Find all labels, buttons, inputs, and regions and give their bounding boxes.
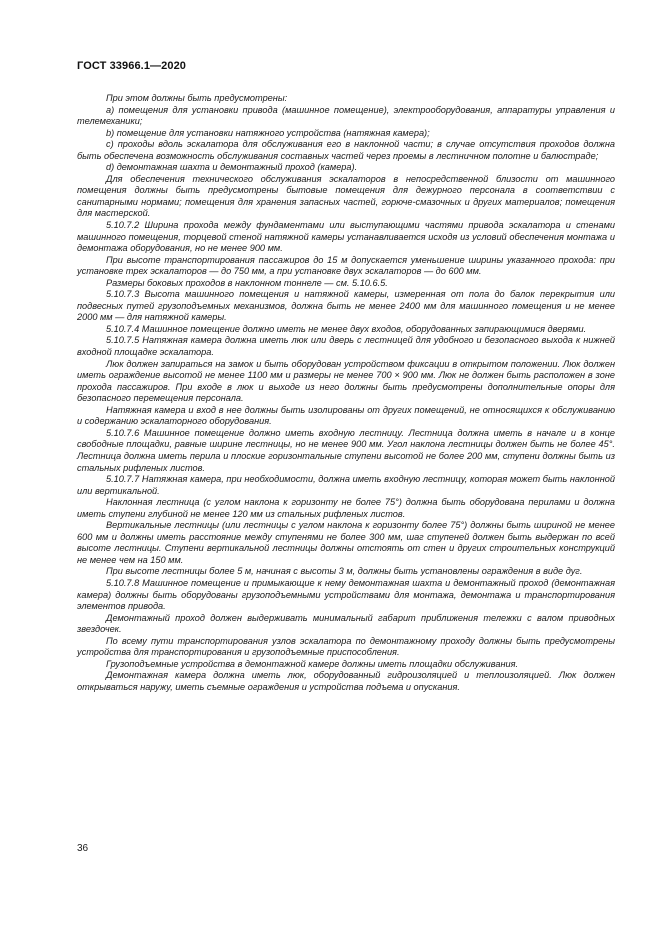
- paragraph: а) помещения для установки привода (машинное помещение), электрооборудования, аппаратуры управления и телемеханики;: [77, 104, 615, 127]
- paragraph: Наклонная лестница (с углом наклона к горизонту не более 75°) должна быть оборудована перилами и должна иметь ступени глубиной не менее 120 мм из стальных рифленых листов.: [77, 497, 615, 519]
- paragraph: Люк должен запираться на замок и быть оборудован устройством фиксации в открытом положении. Люк должен иметь ограждение высотой не менее 1100 мм и размеры не менее 700 × 900 мм. Люк не должен быть расположен в зоне прохода пассажиров. При входе в люк и выходе из него должны быть предусмотрены дополнительные опоры для безопасного перемещения персонала.: [77, 358, 615, 404]
- paragraph: 5.10.7.2 Ширина прохода между фундаментами или выступающими частями привода эскалатора и стенами машинного помещения, торцевой стеной натяжной камеры устанавливается исходя из условий обеспечения монтажа и демонтажа оборудования, но не менее 900 мм.: [77, 220, 615, 254]
- paragraph: c) проходы вдоль эскалатора для обслуживания его в наклонной части; в случае отсутствия проходов должна быть обеспечена возможность обслуживания составных частей через проемы в лестничном полотне и балюстраде;: [77, 139, 615, 161]
- paragraph: По всему пути транспортирования узлов эскалатора по демонтажному проходу должны быть предусмотрены устройства для транспортирования и грузоподъемные приспособления.: [77, 635, 615, 658]
- document-body: [77, 93, 615, 693]
- paragraph: 5.10.7.6 Машинное помещение должно иметь входную лестницу. Лестница должна иметь в начале и в конце свободные площадки, равные ширине лестницы, но не менее 900 мм. Угол наклона лестницы должен быть не более 45°. Лестница должна иметь перила и плоские горизонтальные ступени высотой не более 200 мм, ступени должны быть из стальных рифленых листов.: [77, 427, 615, 473]
- paragraph: 5.10.7.5 Натяжная камера должна иметь люк или дверь с лестницей для удобного и безопасного выхода к нижней входной площадке эскалатора.: [77, 335, 615, 358]
- paragraph: 5.10.7.7 Натяжная камера, при необходимости, должна иметь входную лестницу, которая может быть наклонной или вертикальной.: [77, 474, 615, 496]
- paragraph: 5.10.7.4 Машинное помещение должно иметь не менее двух входов, оборудованных запирающимися дверями.: [106, 323, 587, 334]
- page-number: 36: [77, 843, 89, 854]
- paragraph: d) демонтажная шахта и демонтажный проход (камера).: [106, 162, 358, 173]
- paragraph: Натяжная камера и вход в нее должны быть изолированы от других помещений, не относящихся к обслуживанию и содержанию эскалаторного оборудования.: [77, 404, 615, 427]
- paragraph: Вертикальные лестницы (или лестницы с углом наклона к горизонту более 75°) должны быть шириной не менее 600 мм и должны иметь расстояние между ступенями не более 300 мм, шаг ступеней должен быть выдержан по всей высоте лестницы. Ступени вертикальной лестницы должны отстоять от стен и других строительных конструкций не менее чем на 150 мм.: [77, 520, 615, 565]
- standard-header: ГОСТ 33966.1—2020: [77, 60, 187, 72]
- paragraph: Для обеспечения технического обслуживания эскалаторов в непосредственной близости от машинного помещения должны быть предусмотрены бытовые помещения для дежурного персонала в соответствии с санитарными нормами; помещения для хранения запасных частей, горюче-смазочных и других материалов; помещения для мастерской.: [77, 173, 615, 219]
- paragraph: Грузоподъемные устройства в демонтажной камере должны иметь площадки обслуживания.: [106, 658, 519, 669]
- paragraph: Демонтажный проход должен выдерживать минимальный габарит приближения тележки с валом приводных звездочек.: [77, 612, 615, 635]
- paragraph: При высоте лестницы более 5 м, начиная с высоты 3 м, должны быть установлены ограждения в виде дуг.: [106, 566, 583, 577]
- paragraph: При этом должны быть предусмотрены:: [106, 93, 288, 103]
- paragraph: Размеры боковых проходов в наклонном тоннеле — см. 5.10.6.5.: [106, 277, 388, 288]
- paragraph: 5.10.7.8 Машинное помещение и примыкающие к нему демонтажная шахта и демонтажный проход (демонтажная камера) должны быть оборудованы грузоподъемными устройствами для монтажа, демонтажа и транспортирования элементов привода.: [77, 577, 615, 612]
- paragraph: b) помещение для установки натяжного устройства (натяжная камера);: [106, 127, 430, 138]
- paragraph: 5.10.7.3 Высота машинного помещения и натяжной камеры, измеренная от пола до балок перекрытия или подвесных путей грузоподъемных механизмов, должна быть не менее 2400 мм для машинного помещения и не менее 2000 мм — для натяжной камеры.: [77, 289, 615, 323]
- paragraph: При высоте транспортирования пассажиров до 15 м допускается уменьшение ширины указанного прохода: при установке трех эскалаторов — до 750 мм, а при установке двух эскалаторов — до 600 мм.: [77, 254, 615, 277]
- paragraph: Демонтажная камера должна иметь люк, оборудованный гидроизоляцией и теплоизоляцией. Люк должен открываться наружу, иметь съемные ограждения и устройства подъема и опускания.: [77, 670, 615, 692]
